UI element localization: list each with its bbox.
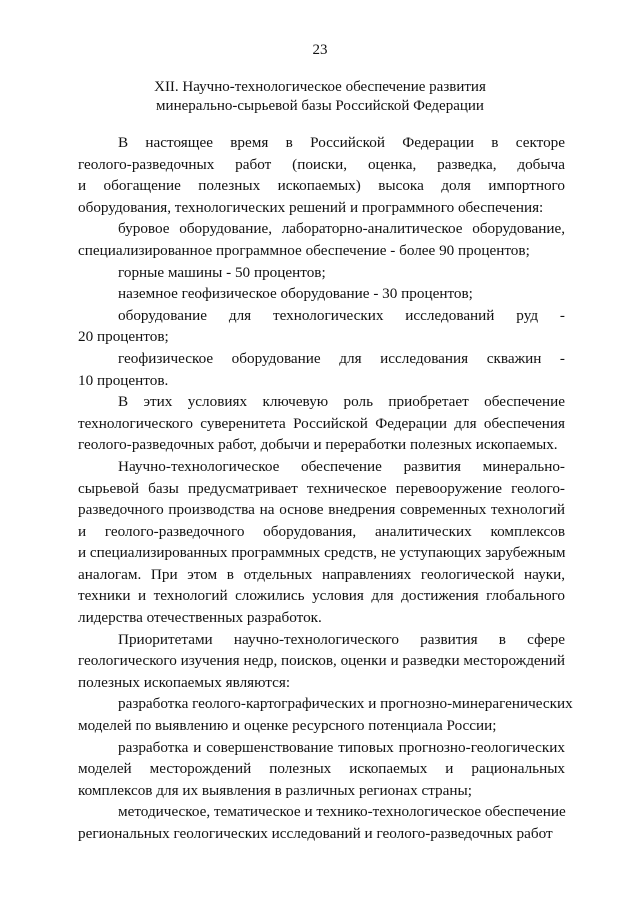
paragraph: [78, 629, 565, 694]
paragraph-line: геолого-разведочных работ (поиски, оценка, разведка, добыча: [78, 155, 565, 173]
paragraph-line: 20 процентов;: [78, 328, 169, 346]
paragraph-line: специализированное программное обеспечение - более 90 процентов;: [78, 241, 530, 259]
paragraph-line: Научно-технологическое обеспечение развития минерально-: [118, 457, 565, 475]
paragraph-line: наземное геофизическое оборудование - 30 процентов;: [118, 285, 473, 303]
paragraph-line: разведочного производства на основе внедрения современных технологий: [78, 501, 565, 519]
paragraph-line: геофизическое оборудование для исследования скважин -: [118, 349, 565, 367]
paragraph-line: полезных ископаемых являются:: [78, 673, 291, 691]
section-title: [70, 78, 570, 116]
paragraph-line: комплексов для их выявления в различных регионах страны;: [78, 781, 472, 799]
paragraph-line: технологического суверенитета Российской Федерации для обеспечения: [78, 414, 565, 432]
paragraph-line: оборудования, технологических решений и программного обеспечения:: [78, 198, 544, 216]
paragraph: [78, 132, 565, 218]
paragraph: [78, 693, 573, 736]
paragraph-line: лидерства отечественных разработок.: [78, 609, 322, 627]
document-body: [78, 132, 573, 845]
paragraph: [78, 283, 565, 305]
section-title-line: XII. Научно-технологическое обеспечение развития: [154, 79, 486, 95]
paragraph-line: сырьевой базы предусматривает техническое перевооружение геолого-: [78, 479, 565, 497]
paragraph: [78, 262, 565, 284]
paragraph-line: В настоящее время в Российской Федерации в секторе: [118, 134, 565, 151]
paragraph-line: моделей месторождений полезных ископаемых и рациональных: [78, 760, 565, 778]
paragraph-line: аналогам. При этом в отдельных направлениях геологической науки,: [78, 565, 565, 583]
paragraph: [78, 348, 565, 391]
paragraph-line: Приоритетами научно-технологического развития в сфере: [118, 630, 565, 648]
paragraph: [78, 391, 565, 456]
paragraph-line: моделей по выявлению и оценке ресурсного потенциала России;: [78, 717, 497, 735]
paragraph-line: и специализированных программных средств, не уступающих зарубежным: [78, 544, 566, 562]
paragraph-line: и обогащение полезных ископаемых) высока доля импортного: [78, 177, 565, 195]
paragraph-line: 10 процентов.: [78, 371, 169, 389]
paragraph-line: геологического изучения недр, поисков, оценки и разведки месторождений: [78, 652, 566, 670]
paragraph-line: разработка и совершенствование типовых прогнозно-геологических: [118, 738, 565, 756]
paragraph-line: разработка геолого-картографических и прогнозно-минерагенических: [118, 695, 573, 713]
paragraph-line: буровое оборудование, лабораторно-аналитическое оборудование,: [118, 220, 565, 238]
paragraph-line: оборудование для технологических исследований руд -: [118, 306, 565, 324]
paragraph-line: техники и технологий сложились условия для достижения глобального: [78, 587, 565, 605]
paragraph-line: горные машины - 50 процентов;: [118, 263, 326, 281]
paragraph: [78, 801, 565, 844]
paragraph-line: геолого-разведочных работ, добычи и переработки полезных ископаемых.: [78, 436, 558, 454]
page-number: 23: [312, 42, 328, 58]
paragraph: [78, 456, 565, 629]
paragraph-line: методическое, тематическое и технико-технологическое обеспечение: [118, 803, 566, 821]
paragraph: [78, 218, 565, 261]
section-title-line: минерально-сырьевой базы Российской Федерации: [156, 98, 484, 114]
paragraph-line: региональных геологических исследований и геолого-разведочных работ: [78, 825, 553, 842]
paragraph: [78, 305, 565, 348]
paragraph: [78, 737, 565, 802]
paragraph-line: В этих условиях ключевую роль приобретает обеспечение: [118, 393, 565, 411]
paragraph-line: и геолого-разведочного оборудования, аналитических комплексов: [78, 522, 565, 540]
